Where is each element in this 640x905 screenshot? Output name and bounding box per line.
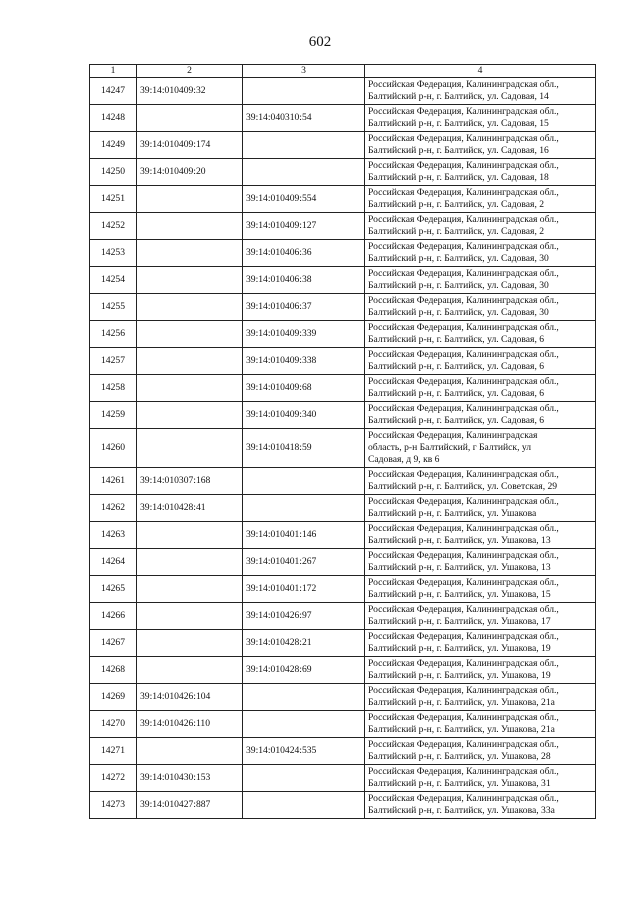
address-cell [365, 78, 596, 105]
cadastral-number-col2 [137, 630, 243, 657]
address-line-1: Российская Федерация, Калининградская [368, 429, 538, 441]
table-row [90, 321, 596, 348]
row-number: 14263 [90, 522, 137, 549]
table-row [90, 186, 596, 213]
row-number: 14268 [90, 657, 137, 684]
cadastral-number-col3 [243, 495, 365, 522]
address-line-1: Российская Федерация, Калининградская обл., [368, 577, 559, 588]
table-row [90, 159, 596, 186]
row-number: 14269 [90, 684, 137, 711]
address-cell [365, 765, 596, 792]
cadastral-number-col2: 39:14:010426:104 [137, 684, 243, 711]
cadastral-number-col2 [137, 375, 243, 402]
address-cell [365, 576, 596, 603]
row-number: 14258 [90, 375, 137, 402]
address-line-2: Балтийский р-н, г. Балтийск, ул. Ушакова, 19 [368, 643, 551, 655]
address-line-1: Российская Федерация, Калининградская обл., [368, 106, 559, 117]
address-line-1: Российская Федерация, Калининградская обл., [368, 712, 559, 723]
address-cell [365, 630, 596, 657]
address-line-2: Балтийский р-н, г. Балтийск, ул. Садовая, 30 [368, 280, 549, 292]
registry-table [89, 64, 596, 819]
table-row [90, 495, 596, 522]
cadastral-number-col3: 39:14:010424:535 [243, 738, 365, 765]
address-line-1: Российская Федерация, Калининградская обл., [368, 469, 559, 480]
address-cell [365, 402, 596, 429]
row-number: 14250 [90, 159, 137, 186]
cadastral-number-col2 [137, 321, 243, 348]
cadastral-number-col3 [243, 159, 365, 186]
cadastral-number-col3: 39:14:010409:338 [243, 348, 365, 375]
row-number: 14261 [90, 468, 137, 495]
address-line-2: Балтийский р-н, г. Балтийск, ул. Ушакова, 13 [368, 535, 551, 547]
row-number: 14247 [90, 78, 137, 105]
address-line-1: Российская Федерация, Калининградская обл., [368, 685, 559, 696]
cadastral-number-col3: 39:14:010409:340 [243, 402, 365, 429]
row-number: 14267 [90, 630, 137, 657]
cadastral-number-col2 [137, 576, 243, 603]
address-line-2: Балтийский р-н, г. Балтийск, ул. Садовая, 30 [368, 307, 549, 319]
cadastral-number-col3 [243, 684, 365, 711]
address-cell [365, 495, 596, 522]
cadastral-number-col3: 39:14:010409:127 [243, 213, 365, 240]
cadastral-number-col2 [137, 105, 243, 132]
table-row [90, 576, 596, 603]
cadastral-number-col3: 39:14:010418:59 [243, 429, 365, 468]
row-number: 14255 [90, 294, 137, 321]
row-number: 14264 [90, 549, 137, 576]
cadastral-number-col2: 39:14:010409:20 [137, 159, 243, 186]
row-number: 14270 [90, 711, 137, 738]
cadastral-number-col2: 39:14:010427:887 [137, 792, 243, 819]
address-line-1: Российская Федерация, Калининградская обл., [368, 349, 559, 360]
address-line-1: Российская Федерация, Калининградская обл., [368, 133, 559, 144]
address-cell [365, 240, 596, 267]
address-line-1: Российская Федерация, Калининградская обл., [368, 268, 559, 279]
table-row [90, 792, 596, 819]
cadastral-number-col3: 39:14:010409:68 [243, 375, 365, 402]
cadastral-number-col3 [243, 132, 365, 159]
cadastral-number-col2: 39:14:010428:41 [137, 495, 243, 522]
cadastral-number-col2 [137, 738, 243, 765]
row-number: 14259 [90, 402, 137, 429]
table-row [90, 765, 596, 792]
address-line-1: Российская Федерация, Калининградская обл., [368, 739, 559, 750]
address-line-1: Российская Федерация, Калининградская обл., [368, 403, 559, 414]
row-number: 14251 [90, 186, 137, 213]
table-row [90, 429, 596, 468]
address-cell [365, 267, 596, 294]
table-body [90, 78, 596, 819]
row-number: 14262 [90, 495, 137, 522]
address-line-1: Российская Федерация, Калининградская обл., [368, 214, 559, 225]
address-line-2: Балтийский р-н, г. Балтийск, ул. Ушакова, 21а [368, 697, 555, 709]
table-row [90, 468, 596, 495]
address-line-2: Балтийский р-н, г. Балтийск, ул. Ушакова, 15 [368, 589, 551, 601]
row-number: 14252 [90, 213, 137, 240]
row-number: 14256 [90, 321, 137, 348]
cadastral-number-col2 [137, 348, 243, 375]
table-row [90, 213, 596, 240]
address-cell [365, 105, 596, 132]
address-cell [365, 603, 596, 630]
table-row [90, 549, 596, 576]
table-row [90, 711, 596, 738]
address-cell [365, 321, 596, 348]
cadastral-number-col3 [243, 792, 365, 819]
address-line-2: Балтийский р-н, г. Балтийск, ул. Ушакова, 17 [368, 616, 551, 628]
address-line-2: Балтийский р-н, г. Балтийск, ул. Ушакова, 33а [368, 805, 555, 817]
cadastral-number-col3: 39:14:010401:172 [243, 576, 365, 603]
address-line-1: Российская Федерация, Калининградская обл., [368, 322, 559, 333]
address-line-2: область, р-н Балтийский, г Балтийск, ул [368, 442, 532, 454]
address-line-2: Балтийский р-н, г. Балтийск, ул. Садовая, 6 [368, 415, 545, 427]
address-cell [365, 348, 596, 375]
address-line-1: Российская Федерация, Калининградская обл., [368, 160, 559, 171]
cadastral-number-col3 [243, 468, 365, 495]
address-line-1: Российская Федерация, Калининградская обл., [368, 79, 559, 90]
address-cell [365, 186, 596, 213]
address-line-1: Российская Федерация, Калининградская обл., [368, 376, 559, 387]
cadastral-number-col2 [137, 657, 243, 684]
cadastral-number-col2 [137, 294, 243, 321]
cadastral-number-col3: 39:14:010406:36 [243, 240, 365, 267]
address-cell [365, 549, 596, 576]
cadastral-number-col3: 39:14:010426:97 [243, 603, 365, 630]
cadastral-number-col3: 39:14:010406:37 [243, 294, 365, 321]
row-number: 14260 [90, 429, 137, 468]
cadastral-number-col3: 39:14:010428:21 [243, 630, 365, 657]
address-line-2: Балтийский р-н, г. Балтийск, ул. Ушакова, 21а [368, 724, 555, 736]
table-row [90, 294, 596, 321]
address-line-2: Балтийский р-н, г. Балтийск, ул. Садовая, 14 [368, 91, 549, 103]
cadastral-number-col2: 39:14:010307:168 [137, 468, 243, 495]
address-line-1: Российская Федерация, Калининградская обл., [368, 241, 559, 252]
cadastral-number-col2 [137, 267, 243, 294]
cadastral-number-col3: 39:14:010401:146 [243, 522, 365, 549]
table-row [90, 348, 596, 375]
table-row [90, 402, 596, 429]
cadastral-number-col2: 39:14:010430:153 [137, 765, 243, 792]
address-line-2: Балтийский р-н, г. Балтийск, ул. Ушакова [368, 508, 537, 520]
table-row [90, 684, 596, 711]
address-line-1: Российская Федерация, Калининградская обл., [368, 766, 559, 777]
column-header-3: 3 [243, 65, 365, 78]
table-header [90, 65, 596, 78]
cadastral-number-col2 [137, 603, 243, 630]
address-line-2: Балтийский р-н, г. Балтийск, ул. Садовая, 6 [368, 361, 545, 373]
cadastral-number-col3: 39:14:010406:38 [243, 267, 365, 294]
address-line-2: Балтийский р-н, г. Балтийск, ул. Ушакова, 28 [368, 751, 551, 763]
table-row [90, 738, 596, 765]
address-cell [365, 684, 596, 711]
cadastral-number-col2 [137, 186, 243, 213]
address-line-2: Балтийский р-н, г. Балтийск, ул. Садовая, 2 [368, 226, 545, 238]
cadastral-number-col2 [137, 549, 243, 576]
address-line-1: Российская Федерация, Калининградская обл., [368, 187, 559, 198]
table-row [90, 603, 596, 630]
address-line-1: Российская Федерация, Калининградская обл., [368, 295, 559, 306]
table-row [90, 522, 596, 549]
address-line-2: Балтийский р-н, г. Балтийск, ул. Садовая, 18 [368, 172, 549, 184]
address-line-2: Балтийский р-н, г. Балтийск, ул. Садовая, 2 [368, 199, 545, 211]
row-number: 14254 [90, 267, 137, 294]
address-line-1: Российская Федерация, Калининградская обл., [368, 658, 559, 669]
address-cell [365, 657, 596, 684]
cadastral-number-col2 [137, 213, 243, 240]
cadastral-number-col3 [243, 711, 365, 738]
table-row [90, 375, 596, 402]
address-line-1: Российская Федерация, Калининградская обл., [368, 793, 559, 804]
cadastral-number-col2: 39:14:010426:110 [137, 711, 243, 738]
address-cell [365, 522, 596, 549]
cadastral-number-col3: 39:14:010401:267 [243, 549, 365, 576]
cadastral-number-col2: 39:14:010409:32 [137, 78, 243, 105]
row-number: 14248 [90, 105, 137, 132]
address-line-1: Российская Федерация, Калининградская обл., [368, 631, 559, 642]
address-cell [365, 213, 596, 240]
address-line-2: Балтийский р-н, г. Балтийск, ул. Советская, 29 [368, 481, 558, 493]
table-row [90, 132, 596, 159]
cadastral-number-col2 [137, 240, 243, 267]
table-row [90, 267, 596, 294]
table-row [90, 240, 596, 267]
address-cell [365, 429, 596, 468]
table-row [90, 105, 596, 132]
cadastral-number-col2 [137, 522, 243, 549]
cadastral-number-col2: 39:14:010409:174 [137, 132, 243, 159]
address-line-1: Российская Федерация, Калининградская обл., [368, 496, 559, 507]
address-line-2: Балтийский р-н, г. Балтийск, ул. Садовая, 6 [368, 334, 545, 346]
address-line-2: Балтийский р-н, г. Балтийск, ул. Садовая, 15 [368, 118, 549, 130]
row-number: 14272 [90, 765, 137, 792]
address-line-2: Балтийский р-н, г. Балтийск, ул. Садовая, 16 [368, 145, 549, 157]
cadastral-number-col3 [243, 78, 365, 105]
row-number: 14265 [90, 576, 137, 603]
address-cell [365, 792, 596, 819]
address-cell [365, 468, 596, 495]
page-number: 602 [308, 34, 332, 50]
row-number: 14257 [90, 348, 137, 375]
address-cell [365, 294, 596, 321]
cadastral-number-col2 [137, 402, 243, 429]
row-number: 14253 [90, 240, 137, 267]
address-line-1: Российская Федерация, Калининградская обл., [368, 550, 559, 561]
address-line-1: Российская Федерация, Калининградская обл., [368, 604, 559, 615]
table-row [90, 630, 596, 657]
column-header-1: 1 [90, 65, 137, 78]
cadastral-number-col3: 39:14:010409:339 [243, 321, 365, 348]
address-line-3: Садовая, д 9, кв 6 [368, 454, 440, 466]
cadastral-number-col2 [137, 429, 243, 468]
address-line-2: Балтийский р-н, г. Балтийск, ул. Ушакова, 31 [368, 778, 551, 790]
row-number: 14271 [90, 738, 137, 765]
cadastral-number-col3 [243, 765, 365, 792]
address-cell [365, 132, 596, 159]
address-line-2: Балтийский р-н, г. Балтийск, ул. Садовая, 30 [368, 253, 549, 265]
address-cell [365, 711, 596, 738]
table-row [90, 657, 596, 684]
row-number: 14273 [90, 792, 137, 819]
cadastral-number-col3: 39:14:040310:54 [243, 105, 365, 132]
row-number: 14249 [90, 132, 137, 159]
address-cell [365, 738, 596, 765]
address-cell [365, 159, 596, 186]
address-line-2: Балтийский р-н, г. Балтийск, ул. Садовая, 6 [368, 388, 545, 400]
header-row [90, 65, 596, 78]
table-row [90, 78, 596, 105]
cadastral-number-col3: 39:14:010409:554 [243, 186, 365, 213]
column-header-4: 4 [365, 65, 596, 78]
column-header-2: 2 [137, 65, 243, 78]
row-number: 14266 [90, 603, 137, 630]
cadastral-number-col3: 39:14:010428:69 [243, 657, 365, 684]
address-cell [365, 375, 596, 402]
address-line-2: Балтийский р-н, г. Балтийск, ул. Ушакова, 13 [368, 562, 551, 574]
address-line-1: Российская Федерация, Калининградская обл., [368, 523, 559, 534]
address-line-2: Балтийский р-н, г. Балтийск, ул. Ушакова, 19 [368, 670, 551, 682]
